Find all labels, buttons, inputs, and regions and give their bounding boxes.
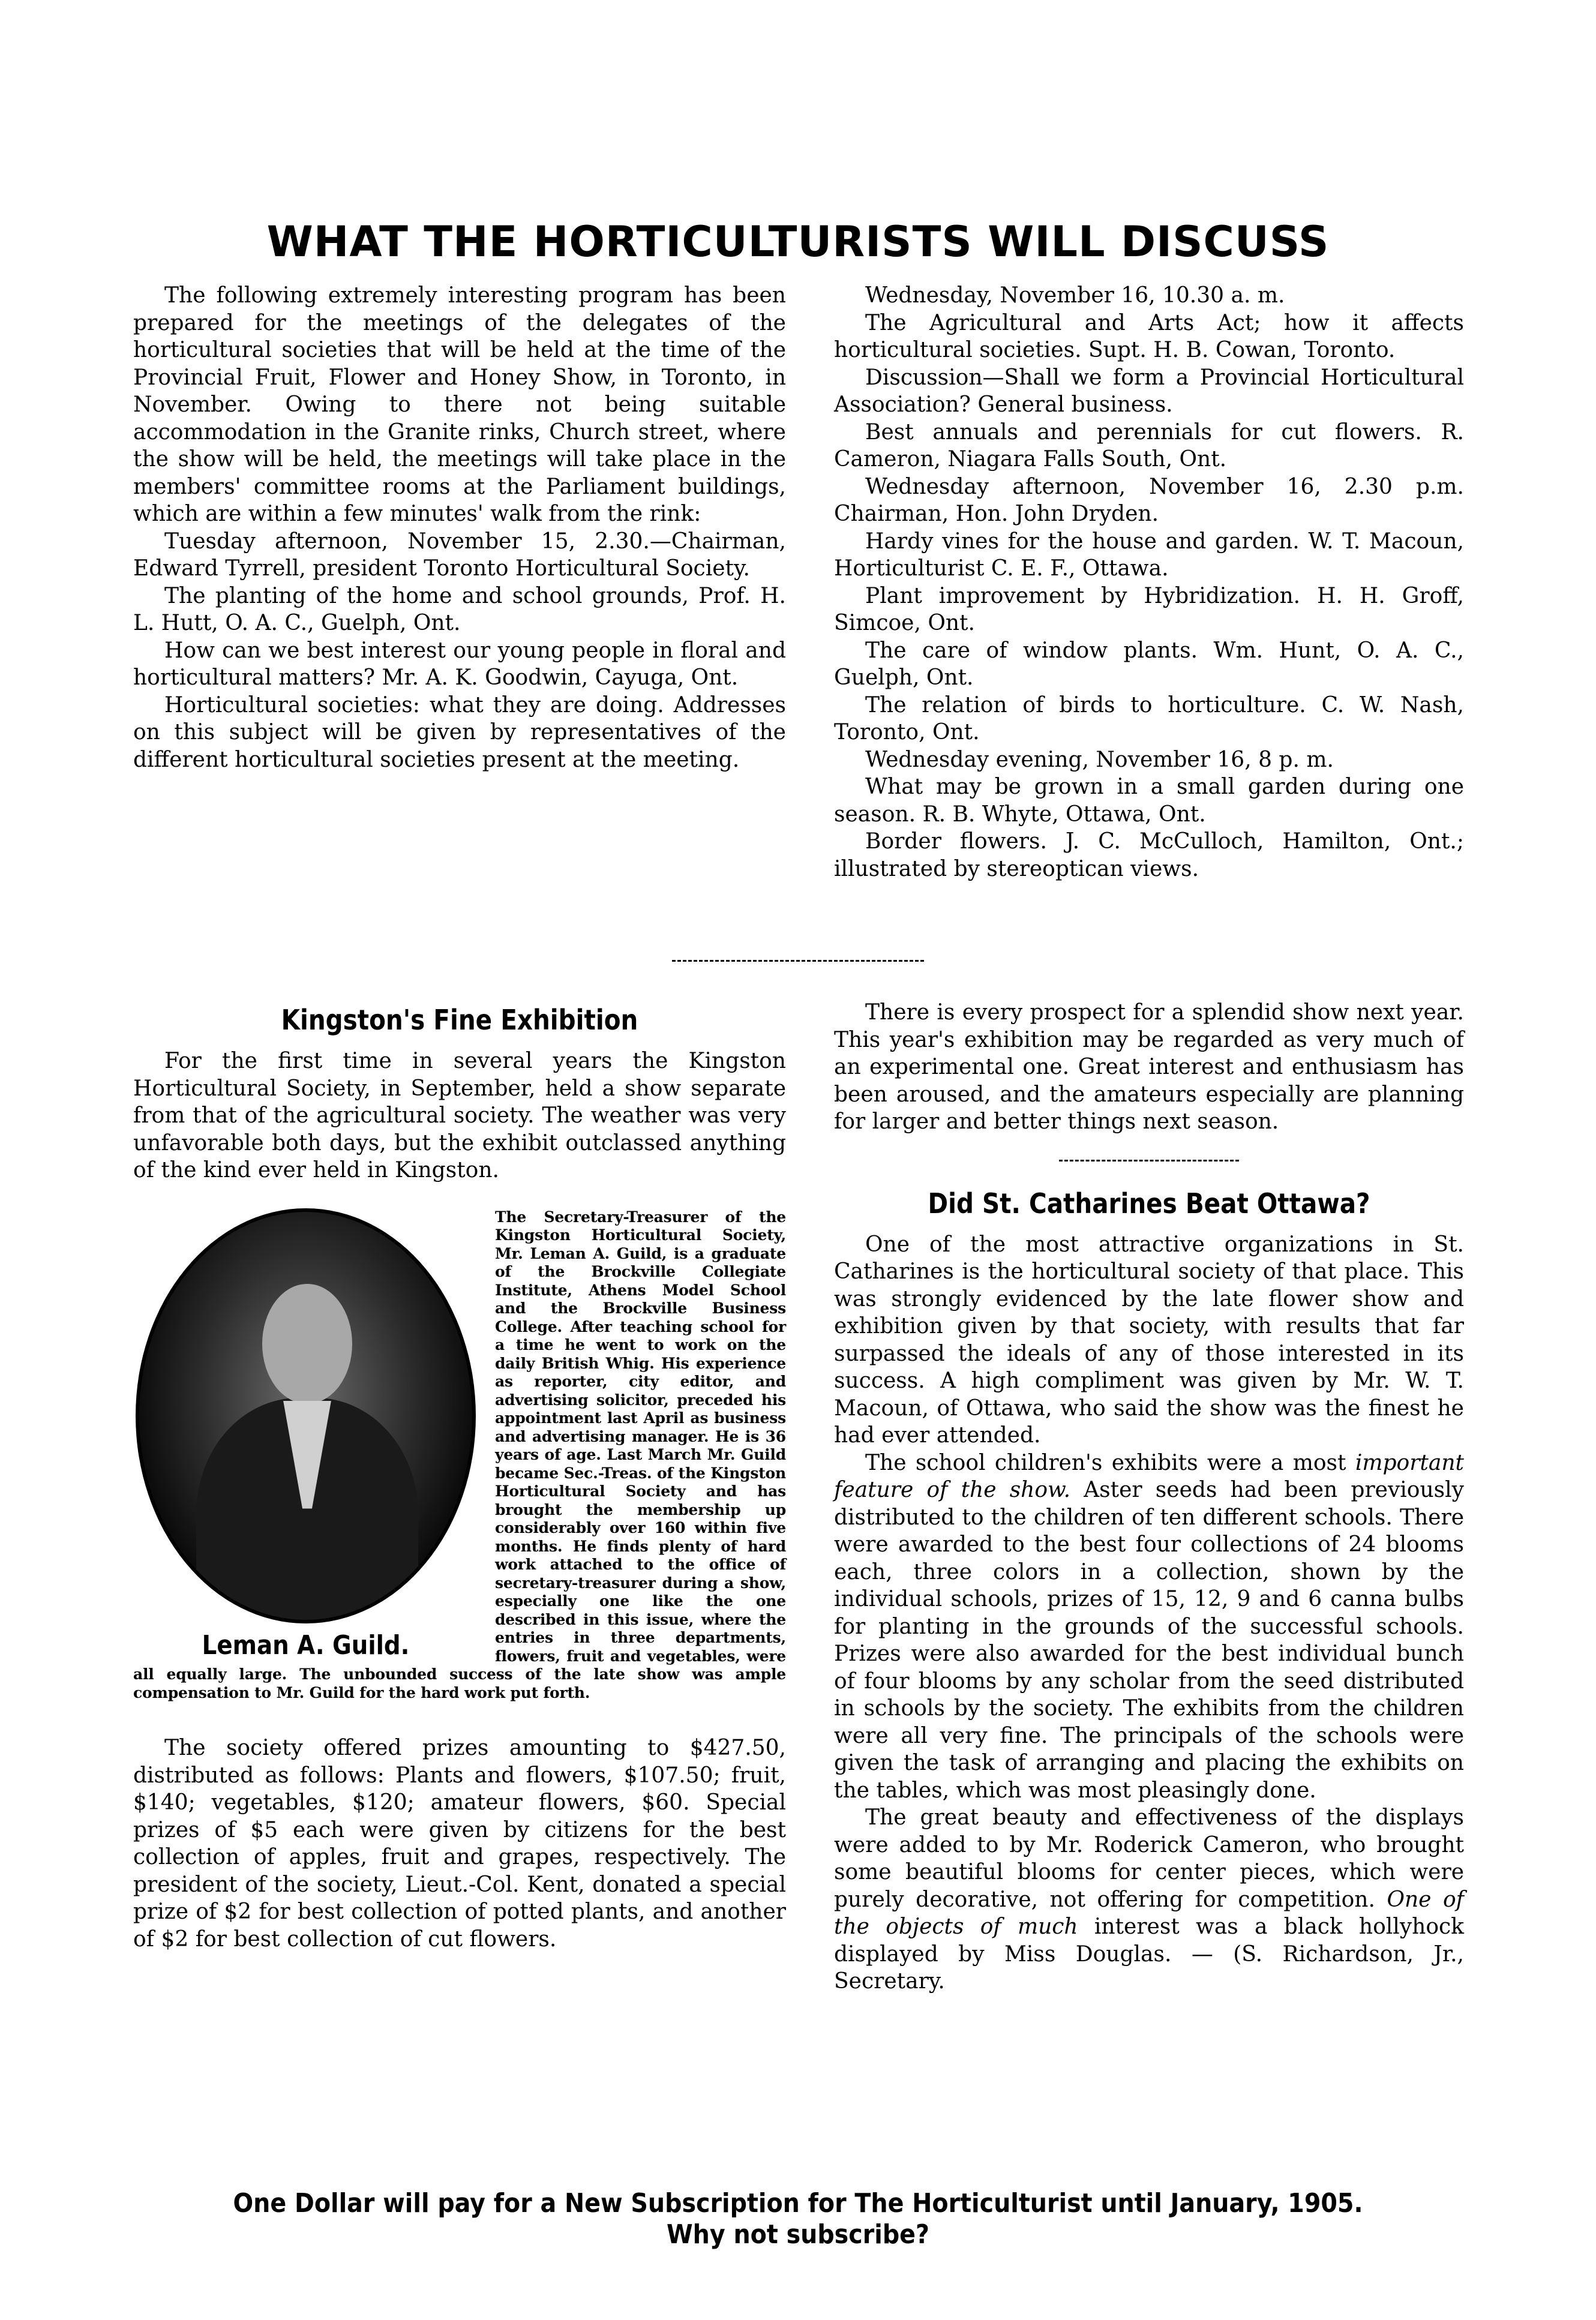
program-item: The care of window plants. Wm. Hunt, O. A. C., Guelph, Ont.: [834, 638, 1464, 690]
program-item: Plant improvement by Hybridization. H. H. Groff, Simcoe, Ont.: [834, 583, 1464, 635]
kingston-article: [133, 1003, 786, 1953]
program-item: Wednesday afternoon, November 16, 2.30 p.m. Chairman, Hon. John Dryden.: [834, 474, 1464, 526]
portrait-face: [262, 1284, 352, 1404]
guild-portrait-image: [136, 1208, 476, 1623]
program-item: What may be grown in a small garden during one season. R. B. Whyte, Ottawa, Ont.: [834, 775, 1464, 827]
catharines-paragraph: One of the most attractive organizations in St. Catharines is the horticultural society of that place. This was strongly evidenced by the late flower show and exhibition given by that society, with results that far surpassed the ideals of any of those interested in its success. A high compliment was given by Mr. W. T. Macoun, of Ottawa, who said the show was the finest he had ever attended.: [834, 1232, 1464, 1448]
paragraph-text: interest was a black hollyhock displayed by Miss Douglas. — (S. Richardson, Jr., Secretary.: [834, 1914, 1464, 1994]
program-item: Wednesday evening, November 16, 8 p. m.: [865, 747, 1334, 772]
program-intro: The following extremely interesting program has been prepared for the meetings of the delegates of the horticultural societies that will be held at the time of the Provincial Fruit, Flower and Honey Show, in Toronto, in November. Owing to there not being suitable accommodation in the Granite rinks, Church street, where the show will be held, the meetings will take place in the members' committee rooms at the Parliament buildings, which are within a few minutes' walk from the rink:: [133, 283, 786, 526]
kingston-heading: Kingston's Fine Exhibition: [281, 1004, 638, 1036]
program-item: Horticultural societies: what they are doing. Addresses on this subject will be given by representatives of the different horticultural societies present at the meeting.: [133, 692, 786, 772]
program-item: Hardy vines for the house and garden. W. T. Macoun, Horticulturist C. E. F., Ottawa.: [834, 529, 1464, 581]
right-articles-column: [834, 999, 1464, 1995]
paragraph-text: The great beauty and effectiveness of the displays were added to by Mr. Roderick Cameron, who brought some beautiful blooms for center pieces, which were purely decorative, not offering for competition.: [834, 1805, 1464, 1912]
article-divider: [1059, 1160, 1239, 1163]
program-item: The Agricultural and Arts Act; how it affects horticultural societies. Supt. H. B. Cowan, Toronto.: [834, 310, 1464, 362]
program-item: Best annuals and perennials for cut flowers. R. Cameron, Niagara Falls South, Ont.: [834, 419, 1464, 472]
kingston-prospect: There is every prospect for a splendid show next year. This year's exhibition may be regarded as very much of an experimental one. Great interest and enthusiasm has been aroused, and the amateurs especially are planning for larger and better things next season.: [834, 1000, 1464, 1134]
program-item: Border flowers. J. C. McCulloch, Hamilton, Ont.; illustrated by stereoptican views.: [834, 829, 1464, 881]
emphasis-text: important feature of the show.: [834, 1450, 1464, 1502]
emphasis-text: One of the objects of much: [834, 1887, 1464, 1939]
program-item: How can we best interest our young people in floral and horticultural matters? Mr. A. K. Goodwin, Cayuga, Ont.: [133, 638, 786, 690]
subscription-line: One Dollar will pay for a New Subscription for The Horticulturist until January, 1905.: [233, 2188, 1363, 2219]
program-item: Tuesday afternoon, November 15, 2.30.—Chairman, Edward Tyrrell, president Toronto Horticultural Society.: [133, 529, 786, 581]
paragraph-text: Aster seeds had been previously distributed to the children of ten different schools. There were awarded to the best four collections of 24 blooms each, three colors in a collection, shown by the individual schools, prizes of 15, 12, 9 and 6 canna bulbs for planting in the grounds of the successful schools. Prizes were also awarded for the best individual bunch of four blooms by any scholar from the seed distributed in schools by the society. The exhibits from the children were all very fine. The principals of the schools were given the task of arranging and placing the exhibits on the tables, which was most pleasingly done.: [834, 1478, 1464, 1803]
portrait-caption: Leman A. Guild.: [202, 1629, 410, 1661]
kingston-intro: For the first time in several years the Kingston Horticultural Society, in September, held a show separate from that of the agricultural society. The weather was very unfavorable both days, but the exhibit outclassed anything of the kind ever held in Kingston.: [133, 1049, 786, 1182]
subscription-footer: [120, 2188, 1476, 2250]
subscription-cta: Why not subscribe?: [666, 2219, 930, 2250]
catharines-paragraph: [834, 1449, 1464, 1805]
paragraph-text: The school children's exhibits were a most: [865, 1450, 1355, 1475]
guild-bio-text: The Secretary-Treasurer of the Kingston Horticultural Society, Mr. Leman A. Guild, is a graduate of the Brockville Collegiate Institute, Athens Model School and the Brockville Business College. After teaching school for a time he went to work on the daily British Whig. His experience as reporter, city editor, and advertising solicitor, preceded his appointment last April as business and advertising manager. He is 36 years of age. Last March Mr. Guild became Sec.-Treas. of the Kingston Horticultural Society and has brought the membership up considerably over 160 within five months. He finds plenty of hard work attached to the office of secretary-treasurer during a show, especially one like the one described in this issue, where the entries in three departments, flowers, fruit and vegetables, were all equally large. The unbounded success of the late show was ample compensation to Mr. Guild for the hard work put forth.: [133, 1208, 786, 1701]
page-title: WHAT THE HORTICULTURISTS WILL DISCUSS: [266, 217, 1330, 266]
guild-bio-block: [133, 1208, 786, 1703]
section-divider: [672, 960, 924, 962]
catharines-heading: Did St. Catharines Beat Ottawa?: [928, 1187, 1370, 1220]
program-left-column: [133, 282, 786, 773]
program-item: Wednesday, November 16, 10.30 a. m.: [865, 283, 1285, 308]
kingston-prizes: The society offered prizes amounting to $427.50, distributed as follows: Plants and flowers, $107.50; fruit, $140; vegetables, $120; amateur flowers, $60. Special prizes of $5 each were given by citizens for the best collection of apples, fruit and grapes, respectively. The president of the society, Lieut.-Col. Kent, donated a special prize of $2 for best collection of potted plants, and another of $2 for best collection of cut flowers.: [133, 1736, 786, 1952]
program-item: The planting of the home and school grounds, Prof. H. L. Hutt, O. A. C., Guelph, Ont.: [133, 583, 786, 635]
program-right-column: [834, 282, 1464, 883]
catharines-paragraph: [834, 1804, 1464, 1995]
program-item: The relation of birds to horticulture. C. W. Nash, Toronto, Ont.: [834, 692, 1464, 745]
program-item: Discussion—Shall we form a Provincial Horticultural Association? General business.: [834, 365, 1464, 417]
portrait-block: [133, 1208, 478, 1659]
